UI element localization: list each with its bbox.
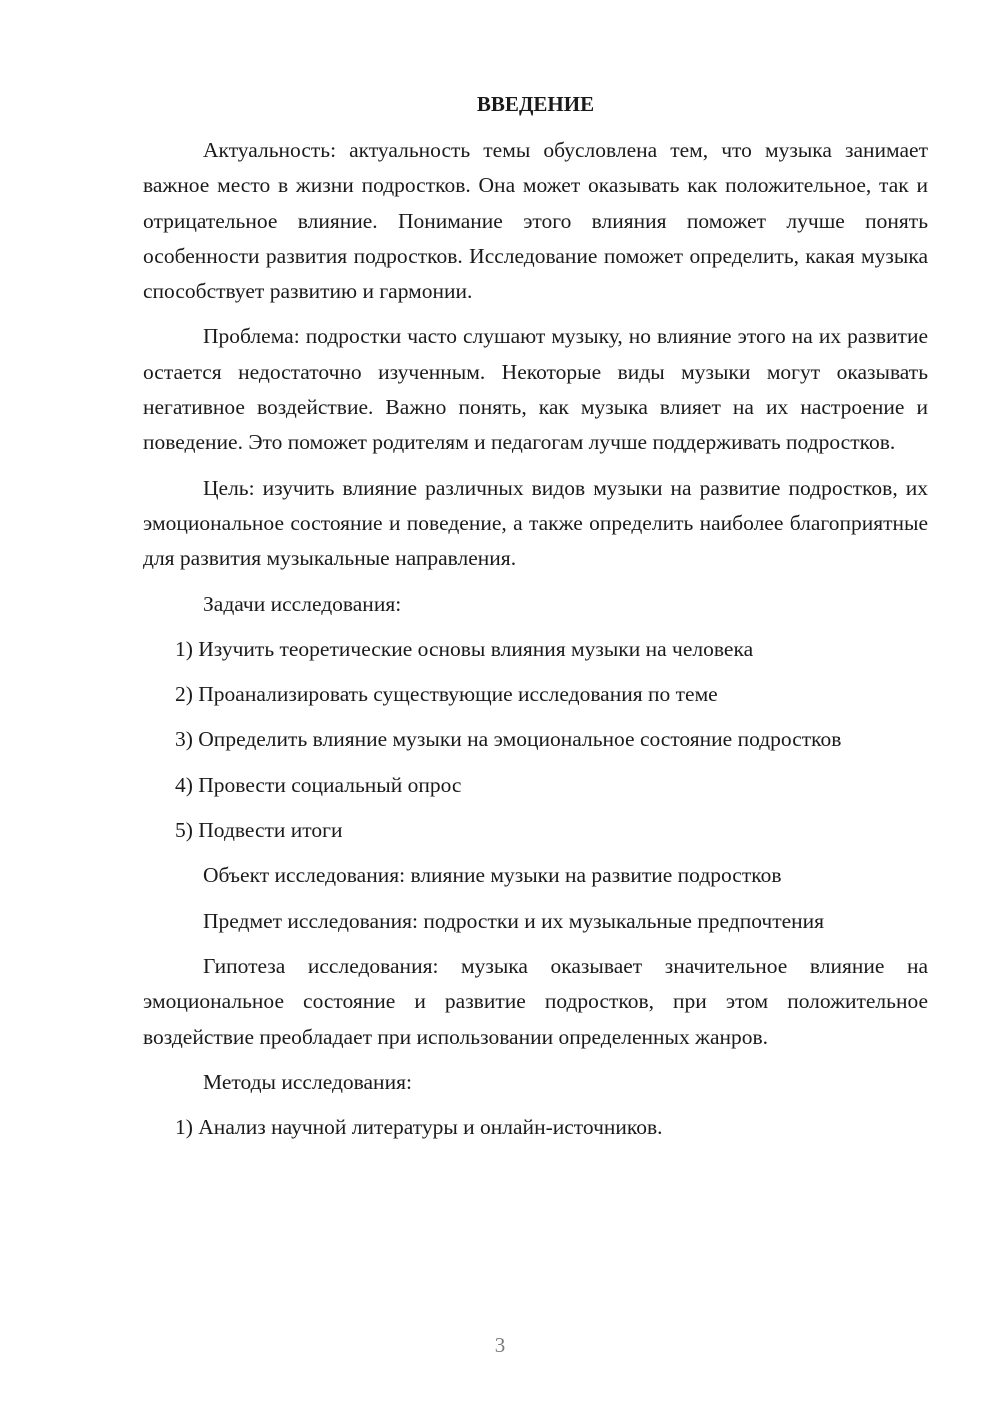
paragraph-hypothesis: Гипотеза исследования: музыка оказывает значительное влияние на эмоциональное состояние и развитие подростков, при этом положительное воздействие преобладает при использовании определенных жанров. (143, 953, 928, 1049)
paragraph-problem: Проблема: подростки часто слушают музыку, но влияние этого на их развитие остается недостаточно изученным. Некоторые виды музыки могут оказывать негативное воздействие. Важно понять, как музыка влияет на их настроение и поведение. Это поможет родителям и педагогам лучше поддерживать подростков. (143, 324, 928, 455)
tasks-list (143, 632, 928, 848)
methods-list (143, 1110, 928, 1145)
list-item: 4) Провести социальный опрос (175, 772, 462, 797)
tasks-title: Задачи исследования: (203, 591, 402, 616)
list-item: 1) Изучить теоретические основы влияния музыки на человека (175, 636, 754, 661)
list-item: 1) Анализ научной литературы и онлайн-источников. (175, 1115, 663, 1140)
methods-title: Методы исследования: (203, 1069, 412, 1094)
list-item: 3) Определить влияние музыки на эмоциональное состояние подростков (175, 727, 842, 752)
page-number: 3 (494, 1333, 506, 1357)
research-subject: Предмет исследования: подростки и их музыкальные предпочтения (203, 908, 825, 933)
list-item: 2) Проанализировать существующие исследования по теме (175, 682, 718, 707)
research-object: Объект исследования: влияние музыки на развитие подростков (203, 863, 782, 888)
list-item: 5) Подвести итоги (175, 818, 343, 843)
document-page (143, 92, 928, 1155)
section-heading: ВВЕДЕНИЕ (476, 92, 595, 116)
paragraph-goal: Цель: изучить влияние различных видов музыки на развитие подростков, их эмоциональное состояние и поведение, а также определить наиболее благоприятные для развития музыкальные направления. (143, 475, 928, 571)
paragraph-relevance: Актуальность: актуальность темы обусловлена тем, что музыка занимает важное место в жизни подростков. Она может оказывать как положительное, так и отрицательное влияние. Понимание этого влияния поможет лучше понять особенности развития подростков. Исследование поможет определить, какая музыка способствует развитию и гармонии. (143, 138, 928, 304)
